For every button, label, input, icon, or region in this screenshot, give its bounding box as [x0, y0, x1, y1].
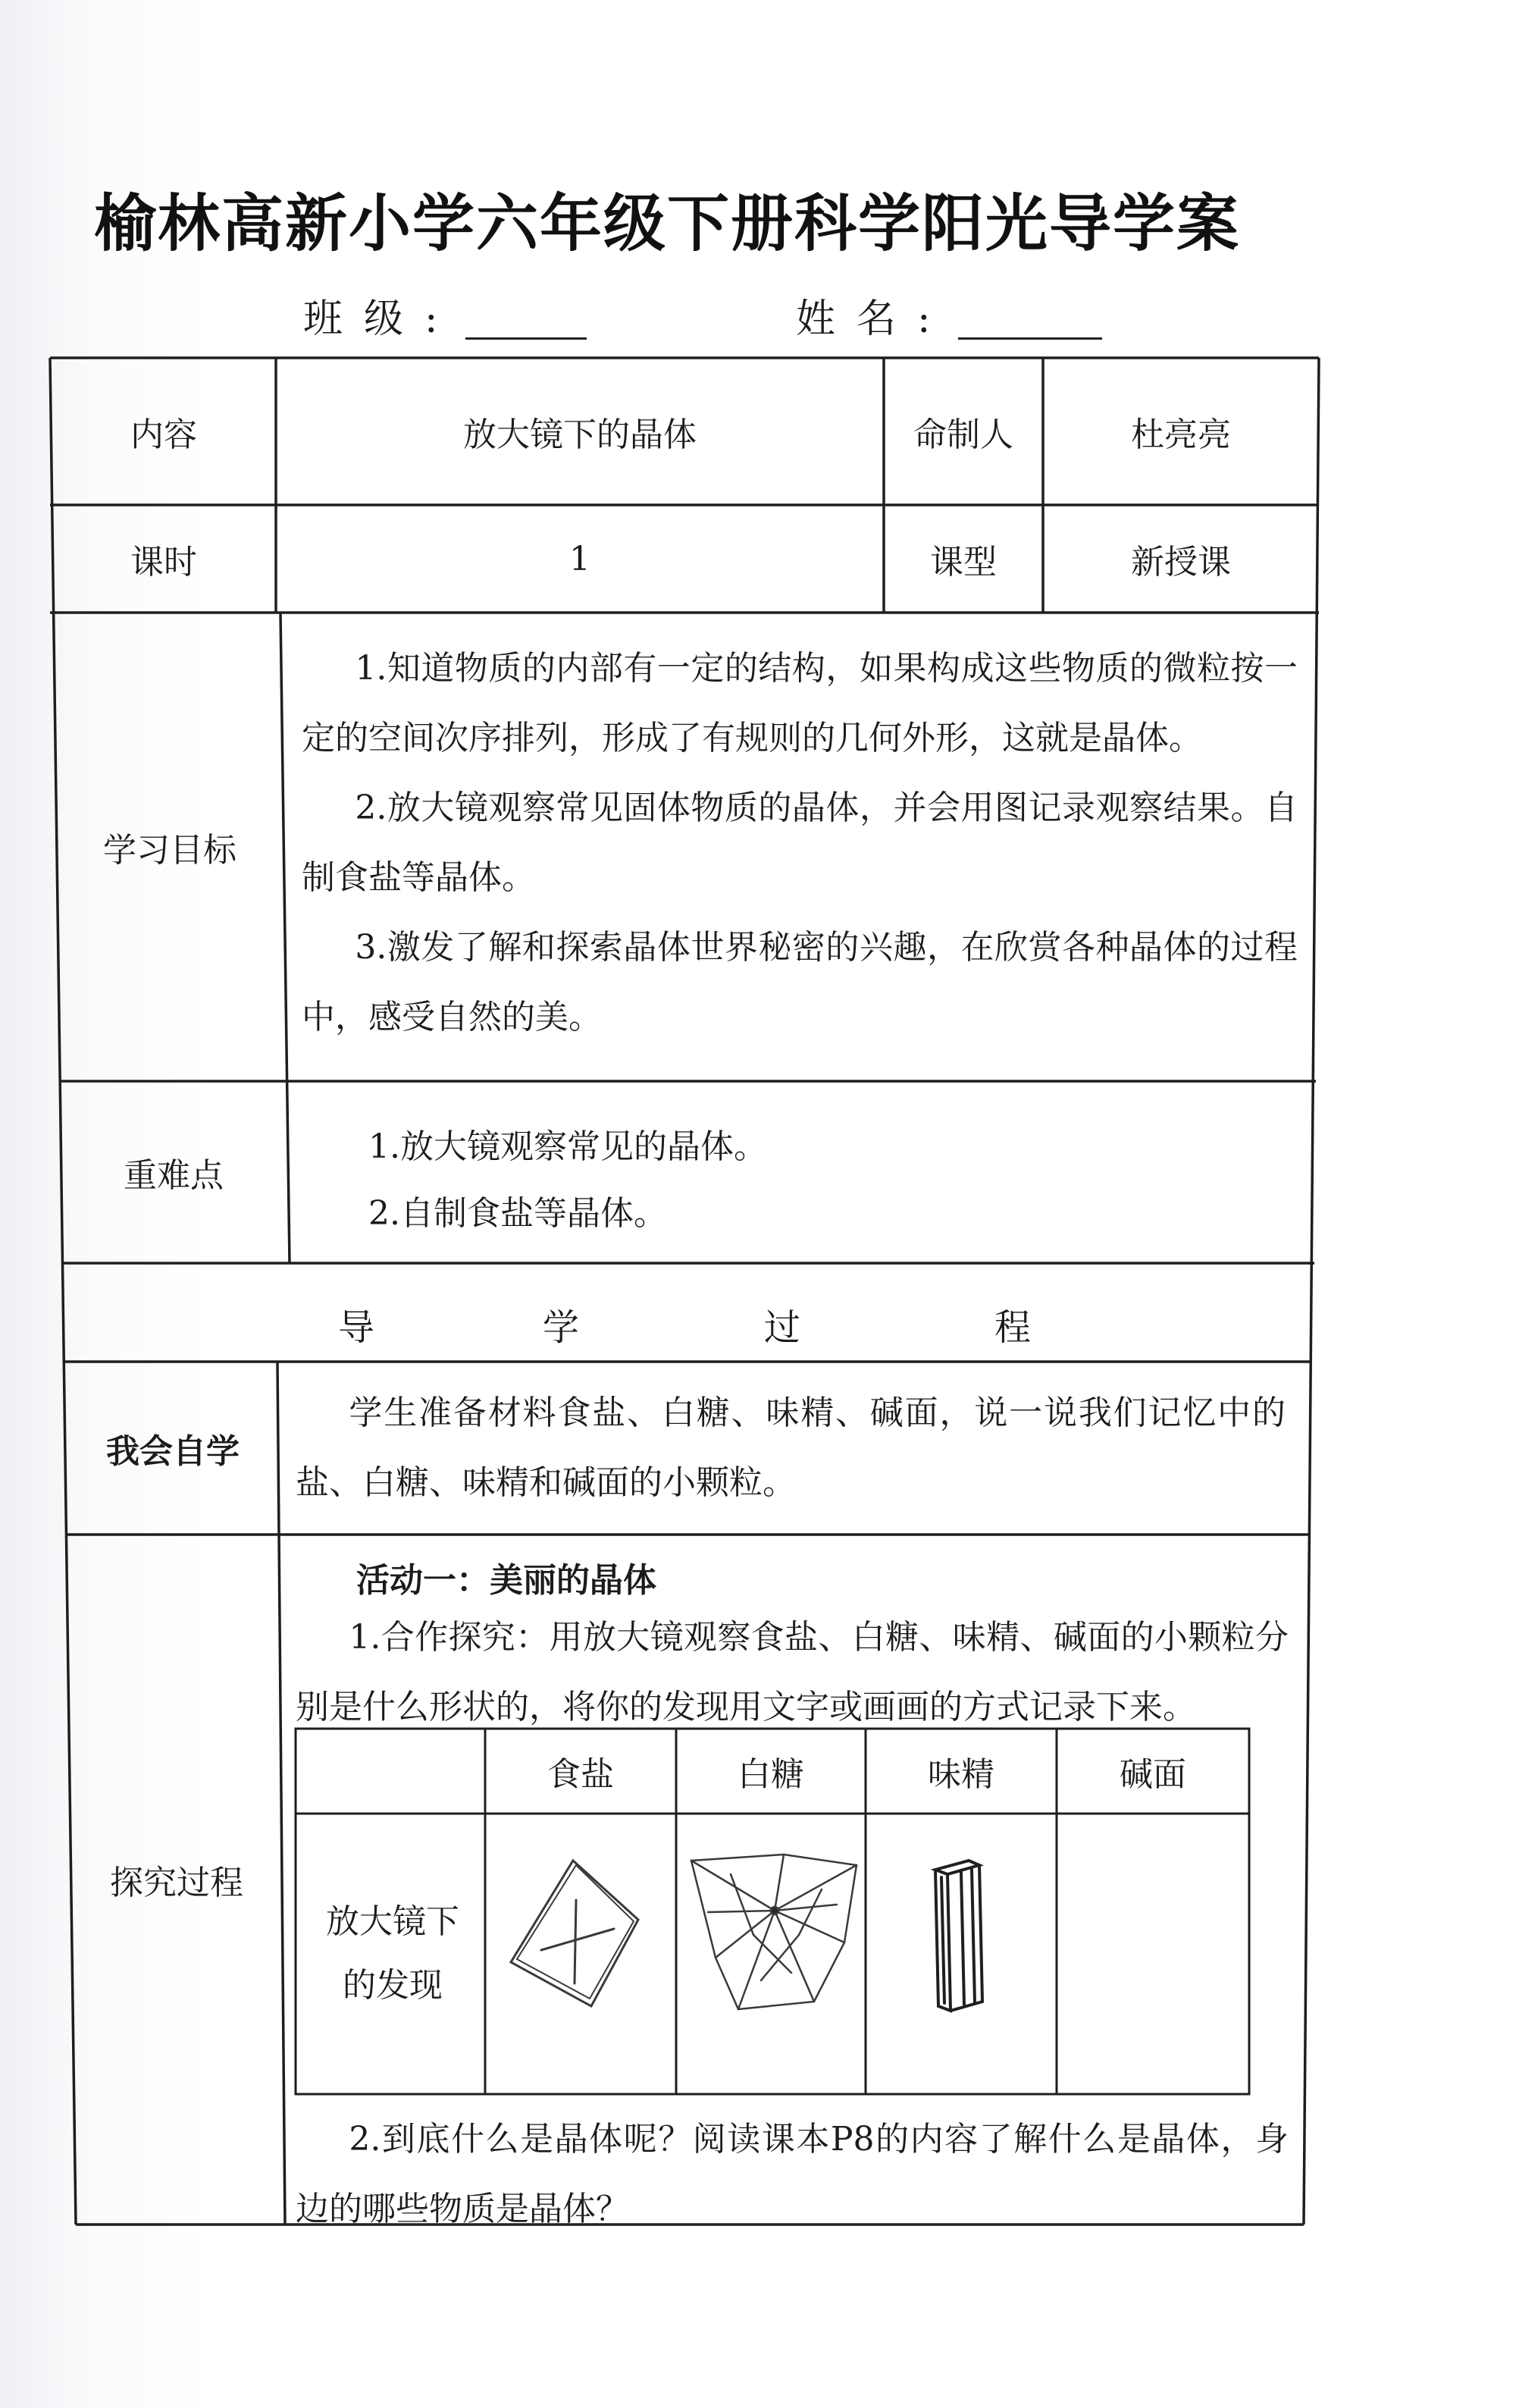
type-label: 课型: [930, 543, 997, 582]
period-label: 课时: [130, 543, 197, 582]
process-heading-char-2: 学: [543, 1306, 580, 1349]
process-heading-char-3: 过: [764, 1306, 801, 1349]
row-label-observation: 放大镜下的发现: [326, 1902, 459, 2005]
key-points-label: 重难点: [124, 1156, 224, 1195]
author-label: 命制人: [913, 415, 1013, 454]
header-sugar: 白糖: [738, 1755, 804, 1794]
explore-label: 探究过程: [110, 1864, 243, 1902]
key-point-2: 2.自制食盐等晶体。: [368, 1194, 667, 1233]
process-heading-char-4: 程: [994, 1306, 1032, 1349]
activity-title: 活动一：美丽的晶体: [356, 1561, 656, 1600]
key-point-1: 1.放大镜观察常见的晶体。: [368, 1127, 767, 1166]
task-1: 1.合作探究：用放大镜观察食盐、白糖、味精、碱面的小颗粒分别是什么形状的，将你的发现用文字或画画的方式记录下来。: [296, 1618, 1289, 1726]
content-label: 内容: [130, 415, 197, 454]
header-msg: 味精: [928, 1755, 994, 1794]
header-salt: 食盐: [547, 1755, 614, 1794]
period-value: 1: [569, 539, 590, 578]
class-label: 班级:: [303, 296, 459, 342]
salt-crystal-sketch: [500, 1850, 659, 2017]
content-value: 放大镜下的晶体: [463, 415, 697, 454]
author-value: 杜亮亮: [1131, 415, 1231, 454]
name-label: 姓名:: [796, 296, 952, 342]
goal-item-3: 3.激发了解和探索晶体世界秘密的兴趣，在欣赏各种晶体的过程中，感受自然的美。: [302, 928, 1298, 1036]
header-soda: 碱面: [1120, 1755, 1186, 1794]
document-title: 榆林高新小学六年级下册科学阳光导学案: [94, 188, 1241, 260]
goal-item-1: 1.知道物质的内部有一定的结构，如果构成这些物质的微粒按一定的空间次序排列，形成了有规则的几何外形，这就是晶体。: [302, 649, 1298, 757]
self-study-label: 我会自学: [106, 1432, 240, 1471]
msg-crystal-sketch: [925, 1855, 993, 2018]
goal-item-2: 2.放大镜观察常见固体物质的晶体，并会用图记录观察结果。自制食盐等晶体。: [302, 789, 1298, 897]
type-value: 新授课: [1131, 543, 1231, 582]
process-heading-char-1: 导: [338, 1306, 375, 1349]
sugar-crystal-sketch: [685, 1844, 863, 2017]
task-2: 2.到底什么是晶体呢？阅读课本P8的内容了解什么是晶体，身边的哪些物质是晶体？: [296, 2120, 1289, 2228]
goals-label: 学习目标: [103, 831, 236, 870]
self-study-text: 学生准备材料食盐、白糖、味精、碱面，说一说我们记忆中的盐、白糖、味精和碱面的小颗粒。: [296, 1394, 1286, 1502]
